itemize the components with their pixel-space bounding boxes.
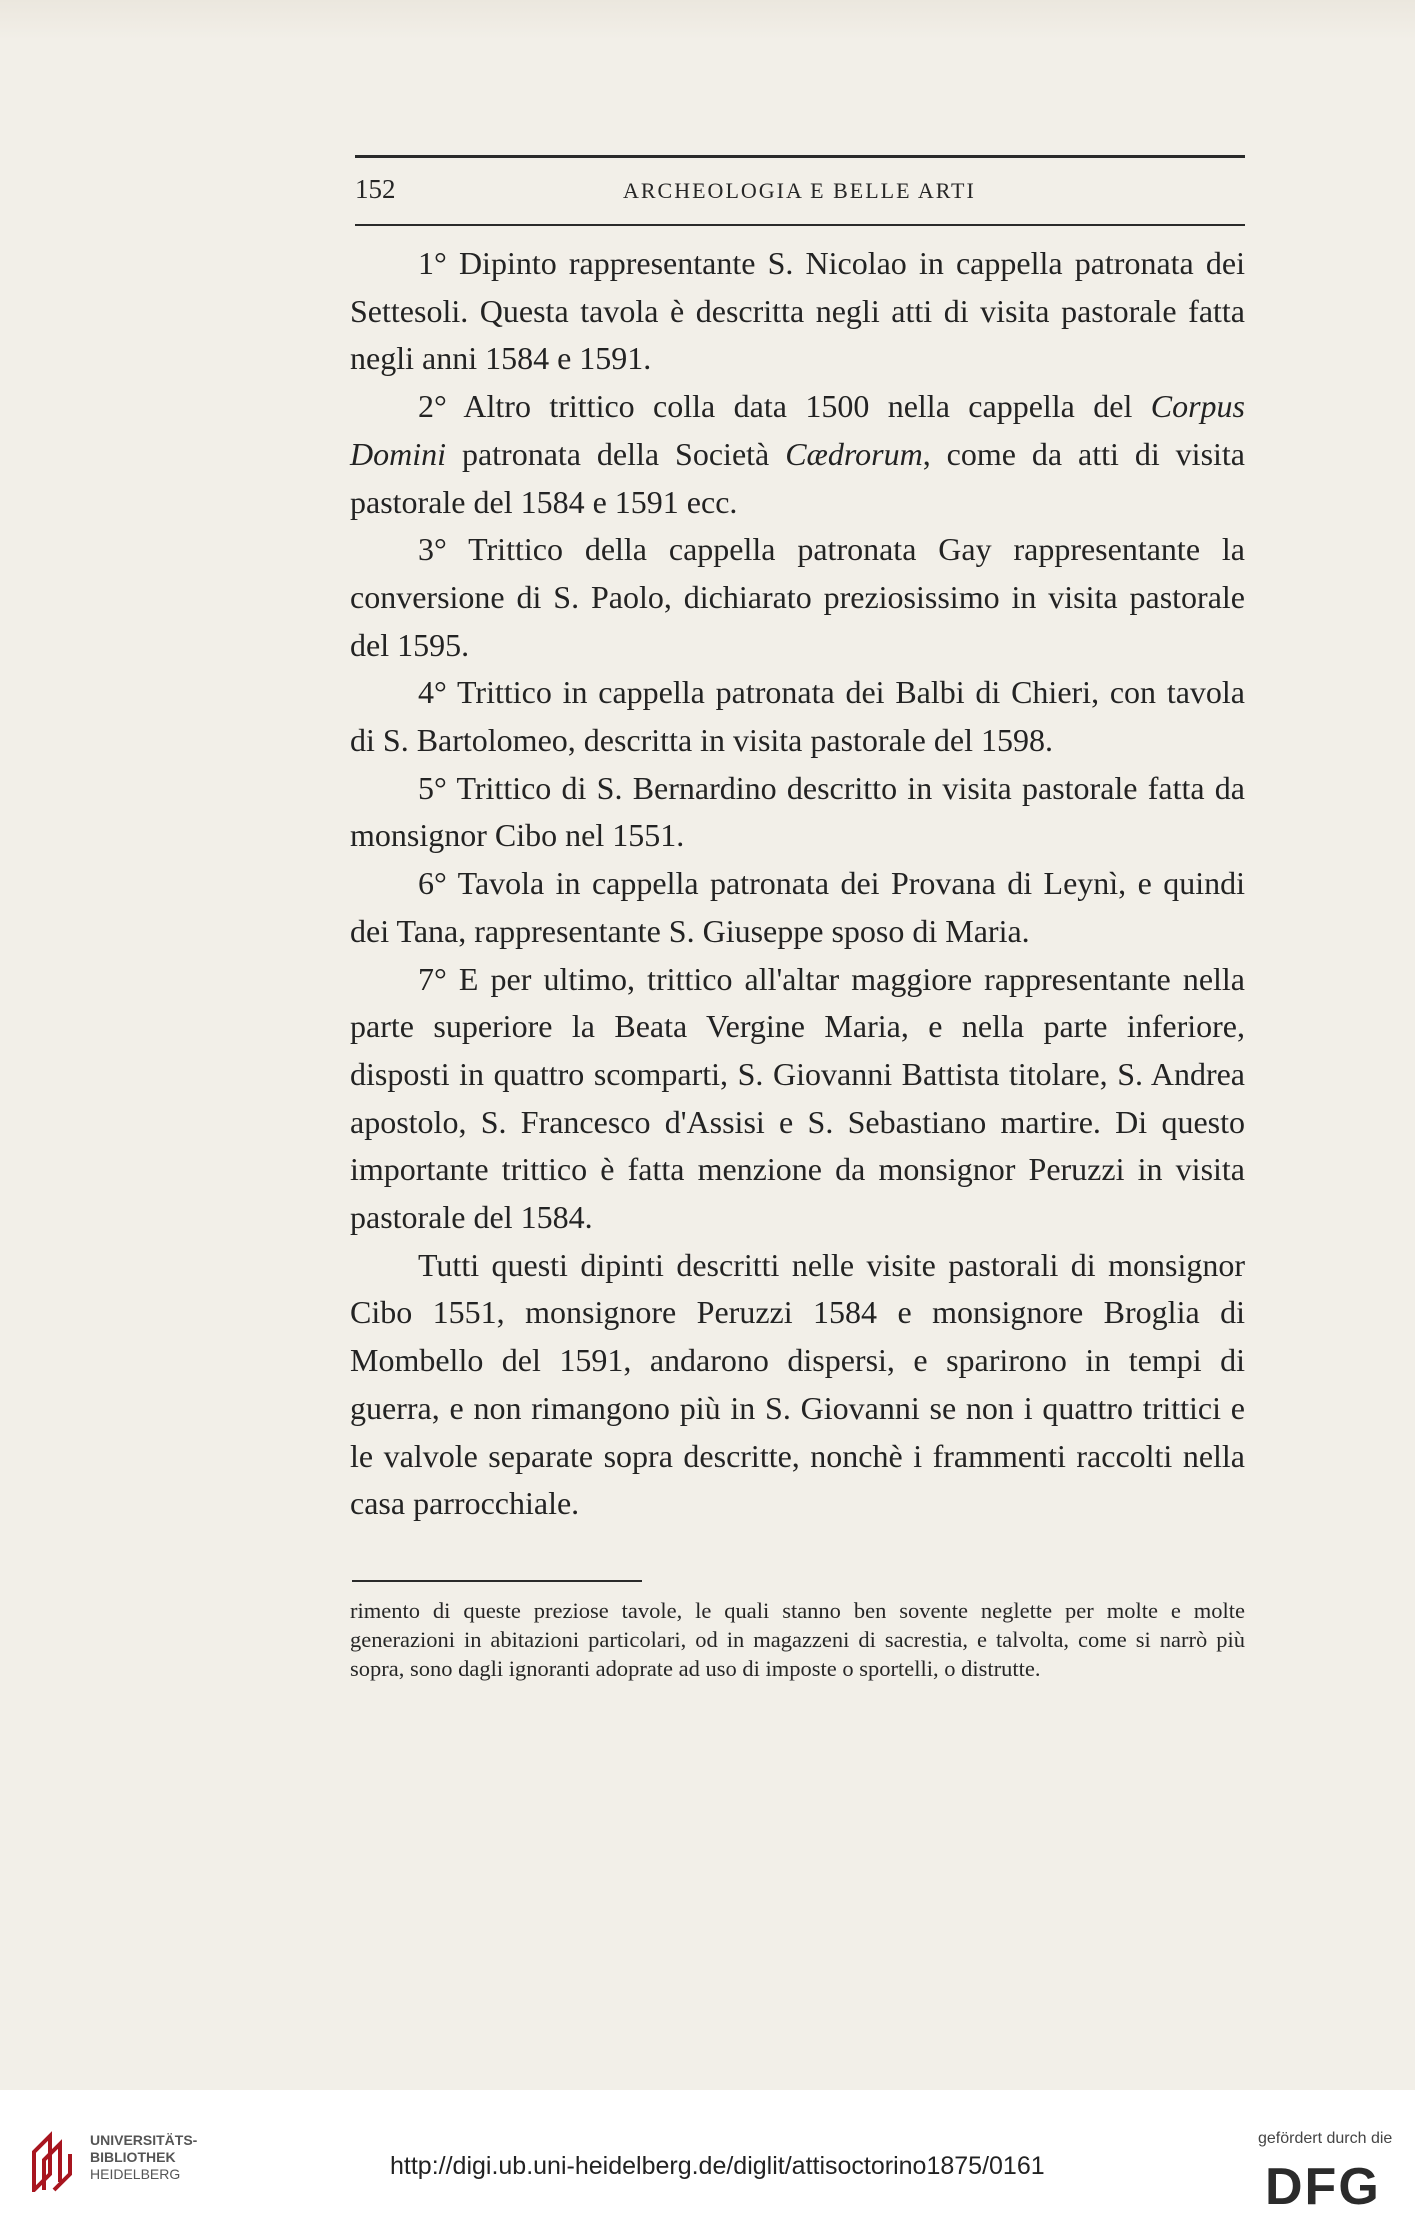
library-name-line-2: BIBLIOTHEK [90,2149,176,2165]
running-header-title: ARCHEOLOGIA E BELLE ARTI [623,178,976,203]
footnote-text: rimento di queste preziose tavole, le quali stanno ben sovente neglette per molte e molte generazioni in abitazioni particolari, od in magazzeni di sacrestia, e talvolta, come si narrò più sopra, sono dagli ignoranti adoprate ad uso di imposte o sportelli, o distrutte. [350,1598,1245,1681]
permalink-url[interactable]: http://digi.ub.uni-heidelberg.de/diglit/attisoctorino1875/0161 [390,2152,1045,2180]
ub-heidelberg-logo-icon[interactable] [30,2130,82,2192]
library-name-line-3: HEIDELBERG [90,2166,181,2182]
page-number: 152 [355,174,396,204]
header-rule [355,224,1245,226]
paragraph-2 [350,383,1245,526]
footer-bar [0,2090,1415,2218]
paragraph-7: 7° E per ultimo, trittico all'altar maggiore rappresentante nella parte superiore la Beata Vergine Maria, e nella parte inferiore, disposti in quattro scomparti, S. Giovanni Battista titolare, S. Andrea apostolo, S. Francesco d'Assisi e S. Sebastiano martire. Di questo importante trittico è fatta menzione da monsignor Peruzzi in visita pastorale del 1584. [350,960,1245,1236]
dfg-logo-icon[interactable] [1265,2158,1395,2208]
paragraph-2-part-2: patronata della Società [446,435,786,472]
body-text [350,240,1245,1528]
page-edge [0,0,1415,40]
paragraph-2-part-3: , come da atti di visita pastorale del 1584 e 1591 ecc. [350,435,1246,520]
dfg-logo-text: DFG [1265,2158,1381,2208]
paragraph-2-italic-caedrorum: Cædrorum [785,435,923,472]
running-header [355,174,1245,214]
paragraph-3: 3° Trittico della cappella patronata Gay rappresentante la conversione di S. Paolo, dichiarato preziosissimo in visita pastorale del 1595. [350,531,1245,663]
library-name-line-1: UNIVERSITÄTS- [90,2132,198,2148]
library-name [90,2132,197,2183]
footnote-rule [352,1580,642,1582]
paragraph-2-italic-corpus: Corpus Domini [350,388,1245,472]
paragraph-4: 4° Trittico in cappella patronata dei Balbi di Chieri, con tavola di S. Bartolomeo, descritta in visita pastorale del 1598. [350,674,1245,759]
paragraph-2-part-1: 2° Altro trittico colla data 1500 nella cappella del [418,388,1151,425]
paragraph-8: Tutti questi dipinti descritti nelle visite pastorali di monsignor Cibo 1551, monsignore Peruzzi 1584 e monsignore Broglia di Mombello del 1591, andarono dispersi, e sparirono in tempi di guerra, e non rimangono più in S. Giovanni se non i quattro trittici e le valvole separate sopra descritte, nonchè i frammenti raccolti nella casa parrocchiale. [350,1246,1245,1522]
paragraph-5: 5° Trittico di S. Bernardino descritto in visita pastorale fatta da monsignor Cibo nel 1551. [350,769,1245,854]
top-rule [355,155,1245,158]
footnote [350,1596,1245,1683]
paragraph-1: 1° Dipinto rappresentante S. Nicolao in cappella patronata dei Settesoli. Questa tavola è descritta negli atti di visita pastorale fatta negli anni 1584 e 1591. [350,245,1245,377]
paragraph-6: 6° Tavola in cappella patronata dei Provana di Leynì, e quindi dei Tana, rappresentante S. Giuseppe sposo di Maria. [350,865,1245,949]
funded-by-label: gefördert durch die [1258,2130,1393,2147]
